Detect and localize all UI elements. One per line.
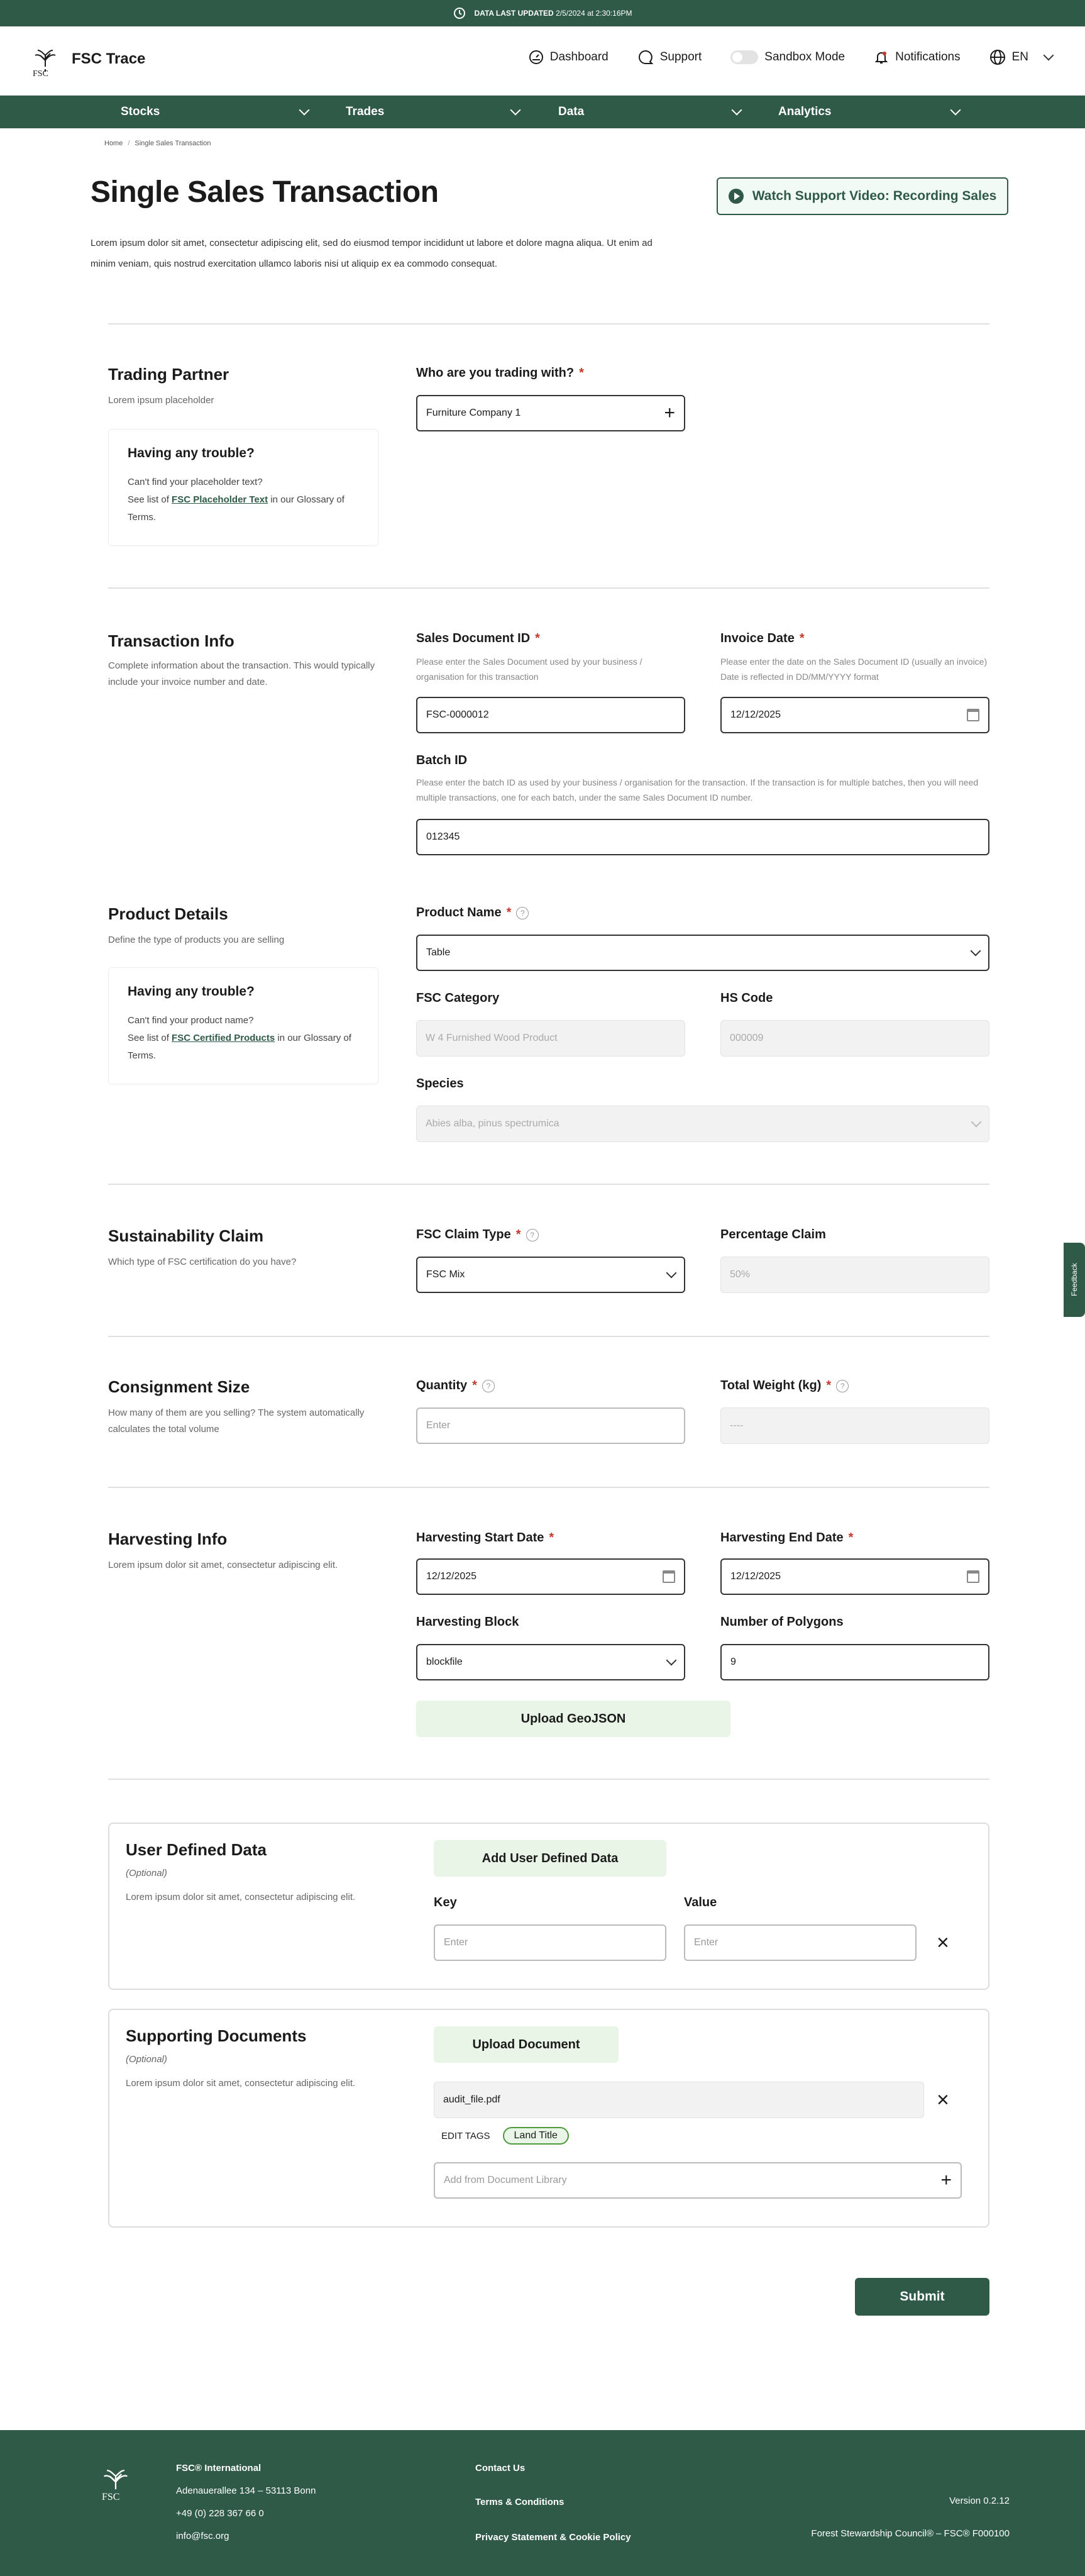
quantity-placeholder: Enter: [426, 1420, 451, 1431]
batch-id-label: [416, 753, 467, 768]
polygons-input[interactable]: [720, 1644, 989, 1680]
label-text: FSC Claim Type: [416, 1228, 511, 1241]
remove-row-icon[interactable]: ×: [937, 1931, 949, 1955]
product-name-select[interactable]: [416, 935, 989, 971]
help-icon[interactable]: ?: [482, 1380, 495, 1392]
chevron-down-icon: [971, 946, 981, 957]
consignment-desc: How many of them are you selling? The system automatically calculates the total volume: [108, 1407, 365, 1435]
total-weight-label: Total Weight (kg) * ?: [720, 1379, 849, 1393]
library-placeholder: Add from Document Library: [444, 2175, 567, 2185]
notifications-link[interactable]: [874, 50, 961, 65]
trouble-line: Can't find your product name?: [128, 1015, 254, 1026]
page-title: Single Sales Transaction: [91, 175, 439, 209]
user-defined-title: User Defined Data: [126, 1840, 267, 1859]
label-text: Batch ID: [416, 753, 468, 767]
supporting-docs-desc: Lorem ipsum dolor sit amet, consectetur adipiscing elit.: [126, 2078, 356, 2089]
logo-text: FSC: [33, 69, 48, 79]
total-weight-input: [720, 1407, 989, 1444]
support-link[interactable]: [637, 49, 702, 65]
edit-tags-link[interactable]: EDIT TAGS: [441, 2130, 490, 2141]
label-text: Percentage Claim: [720, 1228, 826, 1241]
user-defined-desc: Lorem ipsum dolor sit amet, consectetur adipiscing elit.: [126, 1892, 356, 1902]
supporting-docs-optional: (Optional): [126, 2054, 167, 2065]
dashboard-icon: [529, 50, 544, 65]
sustainability-desc: Which type of FSC certification do you have?: [108, 1257, 297, 1267]
key-placeholder: Enter: [444, 1937, 468, 1948]
calendar-icon[interactable]: [967, 709, 979, 721]
value-label: [684, 1896, 717, 1910]
sales-doc-label: Sales Document ID *: [416, 631, 540, 645]
sales-doc-input[interactable]: [416, 697, 685, 733]
chevron-down-icon: [299, 105, 310, 116]
nav-tab-stocks[interactable]: [121, 96, 308, 128]
chat-bubble-icon: [637, 49, 654, 65]
label-text: Species: [416, 1077, 464, 1091]
trading-with-label: Who are you trading with? *: [416, 366, 584, 380]
harvest-start-label: Harvesting Start Date *: [416, 1531, 554, 1545]
trouble-text: [128, 474, 359, 526]
nav-tab-analytics[interactable]: [778, 96, 959, 128]
trouble-pre: See list of: [128, 1033, 172, 1043]
tag-chip[interactable]: Land Title: [503, 2127, 569, 2145]
polygons-value: 9: [730, 1657, 736, 1667]
percentage-claim-label: [720, 1228, 826, 1242]
harvest-end-value: 12/12/2025: [730, 1571, 781, 1582]
bell-icon: [874, 50, 889, 65]
dashboard-label: Dashboard: [549, 50, 609, 64]
footer-org: FSC® International: [176, 2463, 262, 2473]
footer-terms-link[interactable]: Terms & Conditions: [475, 2497, 565, 2507]
hs-code-label: [720, 991, 773, 1006]
submit-button[interactable]: Submit: [855, 2278, 989, 2316]
label-text: Key: [434, 1896, 457, 1909]
feedback-tab[interactable]: [1064, 1243, 1085, 1317]
feedback-label: Feedback: [1070, 1263, 1079, 1297]
label-text: Product Name: [416, 906, 502, 919]
harvest-block-select[interactable]: [416, 1644, 685, 1680]
glossary-link[interactable]: FSC Placeholder Text: [172, 494, 268, 505]
hs-code-value: 000009: [730, 1033, 764, 1043]
trouble-post: in our Glossary of Terms.: [128, 1033, 351, 1061]
chevron-down-icon: [666, 1655, 677, 1666]
clock-icon: [453, 7, 466, 19]
divider: [108, 1336, 989, 1337]
value-input[interactable]: [684, 1924, 917, 1961]
tags-row: [441, 2127, 569, 2145]
trading-partner-value: Furniture Company 1: [426, 408, 521, 418]
batch-id-hint: Please enter the batch ID as used by your business / organisation for the transaction. If the transaction is for multiple batches, then you will need multiple transactions, one for each batch, under the same Sales Document ID number.: [416, 777, 979, 802]
footer: [0, 2430, 1085, 2576]
chevron-down-icon: [1044, 50, 1054, 61]
label-text: Quantity: [416, 1379, 468, 1392]
trouble-box: [108, 429, 378, 546]
polygons-label: [720, 1615, 844, 1629]
fsc-category-value: W 4 Furnished Wood Product: [426, 1033, 558, 1043]
footer-address: Adenauerallee 134 – 53113 Bonn: [176, 2485, 316, 2496]
invoice-date-hint: Please enter the date on the Sales Document ID (usually an invoice) Date is reflected in DD/MM/YYYY format: [720, 657, 988, 682]
harvest-block-label: [416, 1615, 519, 1629]
plus-icon[interactable]: +: [940, 2170, 952, 2190]
batch-id-input[interactable]: [416, 819, 989, 855]
consignment-title: Consignment Size: [108, 1377, 250, 1396]
footer-logo: [97, 2460, 135, 2508]
claim-type-value: FSC Mix: [426, 1269, 465, 1280]
trouble-text: [128, 1012, 359, 1065]
breadcrumb-current: Single Sales Transaction: [135, 140, 211, 147]
transaction-desc: Complete information about the transaction. This would typically include your invoice number and date.: [108, 660, 375, 687]
trouble-title: Having any trouble?: [128, 984, 255, 999]
main-nav: [0, 96, 1085, 128]
upload-geojson-button[interactable]: Upload GeoJSON: [416, 1701, 730, 1737]
dashboard-link[interactable]: [529, 50, 609, 65]
toggle-switch[interactable]: [730, 50, 758, 64]
harvest-start-input[interactable]: [416, 1558, 685, 1595]
trouble-post: in our Glossary of Terms.: [128, 494, 344, 523]
hs-code-input: [720, 1020, 989, 1057]
divider: [108, 1779, 989, 1780]
claim-type-label: FSC Claim Type * ?: [416, 1228, 539, 1242]
nav-tab-label: Data: [558, 105, 585, 118]
footer-email[interactable]: info@fsc.org: [176, 2531, 229, 2541]
supporting-docs-title: Supporting Documents: [126, 2026, 307, 2045]
quantity-input[interactable]: [416, 1407, 685, 1444]
sales-doc-hint: Please enter the Sales Document used by your business / organisation for this transaction: [416, 657, 642, 682]
nav-tab-trades[interactable]: [346, 96, 519, 128]
fsc-category-label: [416, 991, 499, 1006]
fsc-category-input: [416, 1020, 685, 1057]
fsc-logo[interactable]: [29, 42, 62, 82]
plus-icon[interactable]: +: [664, 402, 675, 423]
remove-file-icon[interactable]: ×: [937, 2088, 949, 2112]
chevron-down-icon: [971, 1117, 982, 1128]
sandbox-label: Sandbox Mode: [764, 50, 845, 64]
help-icon[interactable]: ?: [526, 1229, 539, 1241]
percentage-claim-input: [720, 1257, 989, 1293]
nav-tab-label: Trades: [346, 105, 385, 118]
nav-tab-label: Analytics: [778, 105, 832, 118]
language-selector[interactable]: [989, 49, 1052, 65]
value-placeholder: Enter: [694, 1937, 719, 1948]
harvest-start-value: 12/12/2025: [426, 1571, 477, 1582]
upload-document-button[interactable]: Upload Document: [434, 2026, 619, 2063]
invoice-date-input[interactable]: [720, 697, 989, 733]
transaction-title: Transaction Info: [108, 631, 234, 650]
harvest-end-label: Harvesting End Date *: [720, 1531, 854, 1545]
chevron-down-icon: [950, 105, 961, 116]
product-name-value: Table: [426, 947, 451, 958]
support-label: Support: [659, 50, 702, 64]
harvest-block-value: blockfile: [426, 1657, 463, 1667]
divider: [108, 1487, 989, 1488]
invoice-date-label: Invoice Date *: [720, 631, 805, 645]
document-library-input[interactable]: [434, 2162, 962, 2199]
invoice-date-value: 12/12/2025: [730, 709, 781, 720]
product-title: Product Details: [108, 904, 228, 923]
trading-partner-input[interactable]: [416, 395, 685, 431]
sandbox-toggle[interactable]: [730, 50, 845, 64]
calendar-icon[interactable]: [967, 1570, 979, 1583]
trouble-title: Having any trouble?: [128, 446, 255, 460]
label-text: Invoice Date: [720, 631, 795, 645]
file-name: audit_file.pdf: [443, 2094, 500, 2105]
chevron-down-icon: [732, 105, 742, 116]
updated-label: DATA LAST UPDATED: [474, 9, 554, 18]
label-text: Sales Document ID: [416, 631, 531, 645]
language-label: EN: [1011, 50, 1028, 64]
label-text: Harvesting Start Date: [416, 1531, 544, 1545]
nav-tab-data[interactable]: [558, 96, 741, 128]
uploaded-file: [434, 2082, 924, 2118]
breadcrumb: Home / Single Sales Transaction: [104, 140, 211, 147]
globe-icon: [989, 49, 1006, 65]
percentage-claim-value: 50%: [730, 1269, 751, 1280]
harvest-end-input[interactable]: [720, 1558, 989, 1595]
quantity-label: Quantity * ?: [416, 1379, 495, 1393]
species-label: [416, 1077, 464, 1091]
sales-doc-value: FSC-0000012: [426, 709, 489, 720]
label-text: Harvesting End Date: [720, 1531, 844, 1545]
label-text: FSC Category: [416, 991, 500, 1005]
chevron-down-icon: [666, 1268, 677, 1279]
chevron-down-icon: [510, 105, 521, 116]
total-weight-value: ----: [730, 1420, 744, 1431]
label-text: Who are you trading with?: [416, 366, 575, 380]
harvesting-desc: Lorem ipsum dolor sit amet, consectetur adipiscing elit.: [108, 1560, 338, 1570]
footer-contact-link[interactable]: Contact Us: [475, 2463, 526, 2473]
species-value: Abies alba, pinus spectrumica: [426, 1118, 559, 1129]
user-defined-optional: (Optional): [126, 1868, 167, 1879]
glossary-link[interactable]: FSC Certified Products: [172, 1033, 275, 1043]
trouble-box: [108, 967, 378, 1084]
trading-partner-desc: Lorem ipsum placeholder: [108, 395, 214, 406]
label-text: Number of Polygons: [720, 1615, 844, 1629]
label-text: Value: [684, 1896, 717, 1909]
app-brand: FSC Trace: [72, 50, 146, 67]
footer-council: Forest Stewardship Council® – FSC® F000100: [811, 2528, 1010, 2539]
play-icon: [729, 189, 744, 204]
footer-phone[interactable]: +49 (0) 228 367 66 0: [176, 2508, 264, 2519]
footer-privacy-link[interactable]: Privacy Statement & Cookie Policy: [475, 2532, 631, 2543]
watch-video-label: Watch Support Video: Recording Sales: [752, 189, 997, 203]
claim-type-select[interactable]: [416, 1257, 685, 1293]
trading-partner-title: Trading Partner: [108, 365, 229, 384]
divider: [108, 1184, 989, 1185]
harvesting-title: Harvesting Info: [108, 1530, 228, 1548]
key-input[interactable]: [434, 1924, 666, 1961]
trouble-pre: See list of: [128, 494, 172, 505]
updated-value: 2/5/2024 at 2:30:16PM: [556, 9, 632, 18]
batch-id-value: 012345: [426, 831, 460, 842]
page-intro: Lorem ipsum dolor sit amet, consectetur adipiscing elit, sed do eiusmod tempor incididunt ut labore et dolore magna aliqua. Ut enim ad minim veniam, quis nostrud exercitation ullamco laboris nisi ut aliquip ex ea commodo consequat.: [91, 238, 653, 269]
add-user-defined-button[interactable]: Add User Defined Data: [434, 1840, 666, 1877]
help-icon[interactable]: ?: [516, 907, 529, 919]
footer-logo-text: FSC: [102, 2492, 120, 2502]
key-label: [434, 1896, 457, 1910]
calendar-icon[interactable]: [663, 1570, 675, 1583]
product-name-label: Product Name * ?: [416, 906, 529, 920]
app-header: [0, 26, 1085, 96]
divider: [108, 323, 989, 325]
sustainability-title: Sustainability Claim: [108, 1226, 264, 1245]
label-text: HS Code: [720, 991, 773, 1005]
label-text: Total Weight (kg): [720, 1379, 822, 1392]
footer-version: Version 0.2.12: [949, 2496, 1010, 2506]
watch-video-button[interactable]: [717, 177, 1008, 215]
species-select: [416, 1106, 989, 1142]
product-desc: Define the type of products you are selling: [108, 935, 285, 945]
divider: [108, 587, 989, 589]
trouble-line: Can't find your placeholder text?: [128, 477, 263, 487]
help-icon[interactable]: ?: [836, 1380, 849, 1392]
label-text: Harvesting Block: [416, 1615, 519, 1629]
notifications-label: Notifications: [895, 50, 961, 64]
data-updated-bar: [0, 0, 1085, 26]
breadcrumb-home[interactable]: Home: [104, 140, 123, 147]
nav-tab-label: Stocks: [121, 105, 160, 118]
